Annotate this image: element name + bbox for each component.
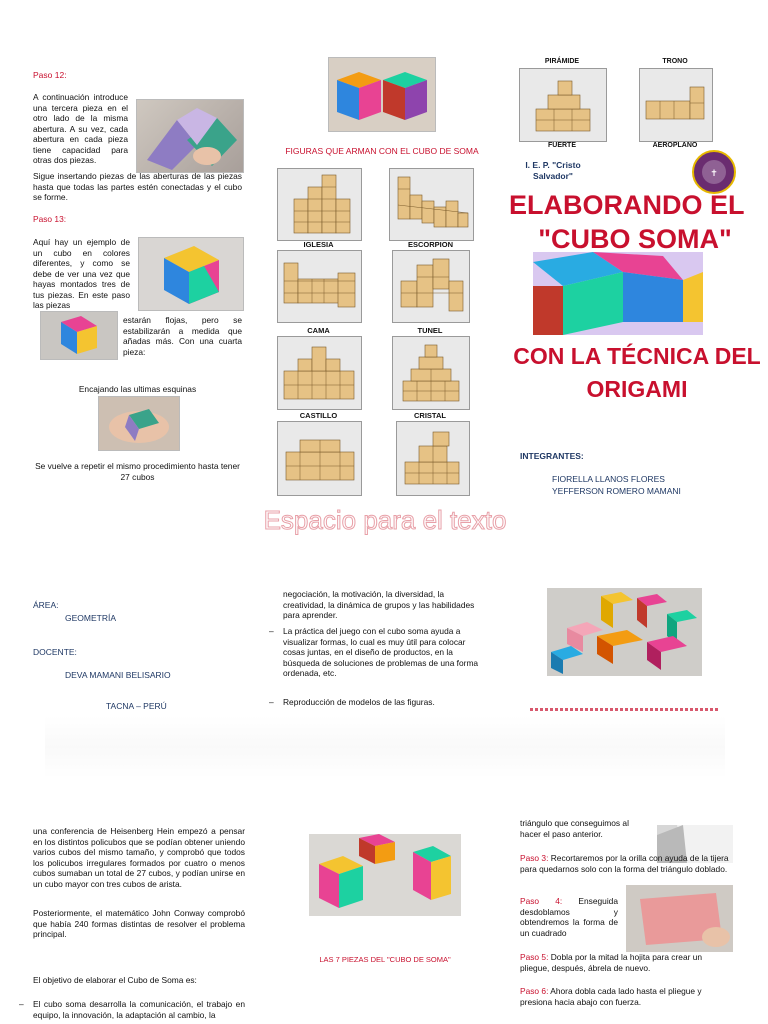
caption-repetir: Se vuelve a repetir el mismo procedimiento hasta tener 27 cubos xyxy=(35,461,240,482)
paso6-text: Ahora dobla cada lado hasta el pliegue y presiona hacia abajo con fuerza. xyxy=(520,986,702,1007)
soma-cube-photo xyxy=(328,57,436,132)
label-iglesia: IGLESIA xyxy=(303,240,334,249)
label-aeroplano: AEROPLANO xyxy=(652,142,698,149)
bullet-1 xyxy=(265,626,489,679)
place: TACNA – PERÚ xyxy=(106,701,167,711)
figure-cristal xyxy=(392,336,470,410)
history-text-2: Posteriormente, el matemático John Conway comprobó que había 240 formas distintas de resolver el problema principal. xyxy=(33,908,245,939)
school-logo xyxy=(692,150,736,194)
paso4 xyxy=(520,896,618,938)
paso13-text-cont: estarán flojas, pero se estabilizarán a medida que añadas más. Con una cuarta pieza: xyxy=(123,315,242,357)
seven-pieces-photo xyxy=(309,834,461,916)
member-1: FIORELLA LLANOS FLORES xyxy=(552,474,665,484)
figure-extra-1 xyxy=(277,421,362,496)
figure-iglesia xyxy=(277,168,362,241)
step-top-fragment: triángulo que conseguimos al hacer el paso anterior. xyxy=(520,818,629,839)
objetivo-text: El objetivo de elaborar el Cubo de Soma es: xyxy=(33,975,197,985)
bullet-1-text: La práctica del juego con el cubo soma ayuda a visualizar formas, lo cual es muy útil para colocar cosas juntas, en el diseño de productos, en la búsqueda de soluciones de problemas de una forma ordenada, etc. xyxy=(283,626,479,678)
paso5 xyxy=(520,952,733,973)
paso5-label: Paso 5: xyxy=(520,952,549,962)
placeholder-text: Espacio para el texto xyxy=(263,505,507,535)
subtitle-1: CON LA TÉCNICA DEL xyxy=(513,343,761,369)
figures-title: FIGURAS QUE ARMAN CON EL CUBO DE SOMA xyxy=(285,146,479,156)
svg-text:✝: ✝ xyxy=(710,168,718,178)
watermark-band xyxy=(45,716,725,778)
paso5-text: Dobla por la mitad la hojita para crear un pliegue, después, ábrela de nuevo. xyxy=(520,952,703,973)
label-piramide: PIRÁMIDE xyxy=(544,58,580,65)
paso3-text: Recortaremos por la orilla con ayuda de la tijera para quedarnos solo con la forma del triángulo doblado. xyxy=(520,853,729,874)
member-2: YEFFERSON ROMERO MAMANI xyxy=(552,486,681,496)
area-label: ÁREA: xyxy=(33,600,59,610)
figure-cama xyxy=(277,250,362,323)
paso12-text: A continuación introduce una tercera pieza en el otro lado de la misma abertura. A su vez, cada abertura en cada pieza tiene capacidad para otras dos piezas. xyxy=(33,92,128,165)
label-cristal: CRISTAL xyxy=(414,411,446,420)
mid-text: negociación, la motivación, la diversidad, la creatividad, la dinámica de grupos y las habilidades para aprender. xyxy=(283,589,475,620)
pieces-photo-top xyxy=(547,588,702,676)
school-name: I. E. P. "Cristo Salvador" xyxy=(525,160,581,181)
figure-escorpion xyxy=(389,168,474,241)
paso4-photo xyxy=(626,885,733,952)
paso6-label: Paso 6: xyxy=(520,986,549,996)
figure-castillo xyxy=(277,336,362,410)
figure-tunel xyxy=(392,250,470,323)
label-tunel: TUNEL xyxy=(417,326,443,335)
main-title-2: "CUBO SOMA" xyxy=(538,224,732,252)
paso12-title: Paso 12: xyxy=(33,70,67,80)
history-text-1: una conferencia de Heisenberg Hein empezó a pensar en los distintos policubos que se podían obtener uniendo varios cubos del mismo tamaño, y comprobó que todos los policubos irregulares formados por cuatro o menos cubos sumaban un total de 27 cubos, y podían unirse en un cubo mayor con tres cubos de arista. xyxy=(33,826,245,889)
paso4-label: Paso 4: xyxy=(520,896,563,906)
seven-pieces-caption: LAS 7 PIEZAS DEL "CUBO DE SOMA" xyxy=(319,955,451,964)
label-trono: TRONO xyxy=(662,58,688,65)
docente-label: DOCENTE: xyxy=(33,647,77,657)
paso3 xyxy=(520,853,733,874)
label-escorpion: ESCORPION xyxy=(407,240,453,249)
label-cama: CAMA xyxy=(307,326,330,335)
paso13-title: Paso 13: xyxy=(33,214,67,224)
main-title-1: ELABORANDO EL xyxy=(509,190,745,220)
paso13-photo xyxy=(138,237,244,311)
paso13-photo-small xyxy=(40,311,118,360)
esquinas-photo xyxy=(98,396,180,451)
paso4-text: Enseguida desdoblamos y obtendremos la forma de un cuadrado xyxy=(520,896,619,938)
cut-caption-line xyxy=(530,708,720,711)
label-castillo: CASTILLO xyxy=(299,411,338,420)
paso12-text-cont: Sigue insertando piezas de las aberturas de las piezas hasta que todas las partes estén conectadas y el cubo se forme. xyxy=(33,171,242,202)
paso6 xyxy=(520,986,733,1007)
objetivo-bullet xyxy=(15,999,245,1020)
area-value: GEOMETRÍA xyxy=(65,613,117,623)
docente-value: DEVA MAMANI BELISARIO xyxy=(65,670,171,680)
cover-photo xyxy=(533,252,703,335)
bullet-2-text: Reproducción de modelos de las figuras. xyxy=(283,696,435,707)
figure-trono xyxy=(639,68,713,142)
paso13-text: Aquí hay un ejemplo de un cubo en colores diferentes, y como se debe de ver una vez que hayas montados tres de tus piezas. En este paso las piezas xyxy=(33,237,130,310)
figure-extra-2 xyxy=(396,421,470,496)
integrantes-label: INTEGRANTES: xyxy=(520,451,584,461)
figure-piramide xyxy=(519,68,607,142)
bullet-2 xyxy=(265,697,489,708)
label-fuerte: FUERTE xyxy=(548,142,576,149)
paso3-label: Paso 3: xyxy=(520,853,549,863)
paso12-photo xyxy=(136,99,244,173)
objetivo-bullet-text: El cubo soma desarrolla la comunicación, el trabajo en equipo, la innovación, la adaptación al cambio, la xyxy=(33,999,245,1020)
caption-esquinas: Encajando las ultimas esquinas xyxy=(78,384,197,394)
subtitle-2: ORIGAMI xyxy=(586,376,688,402)
